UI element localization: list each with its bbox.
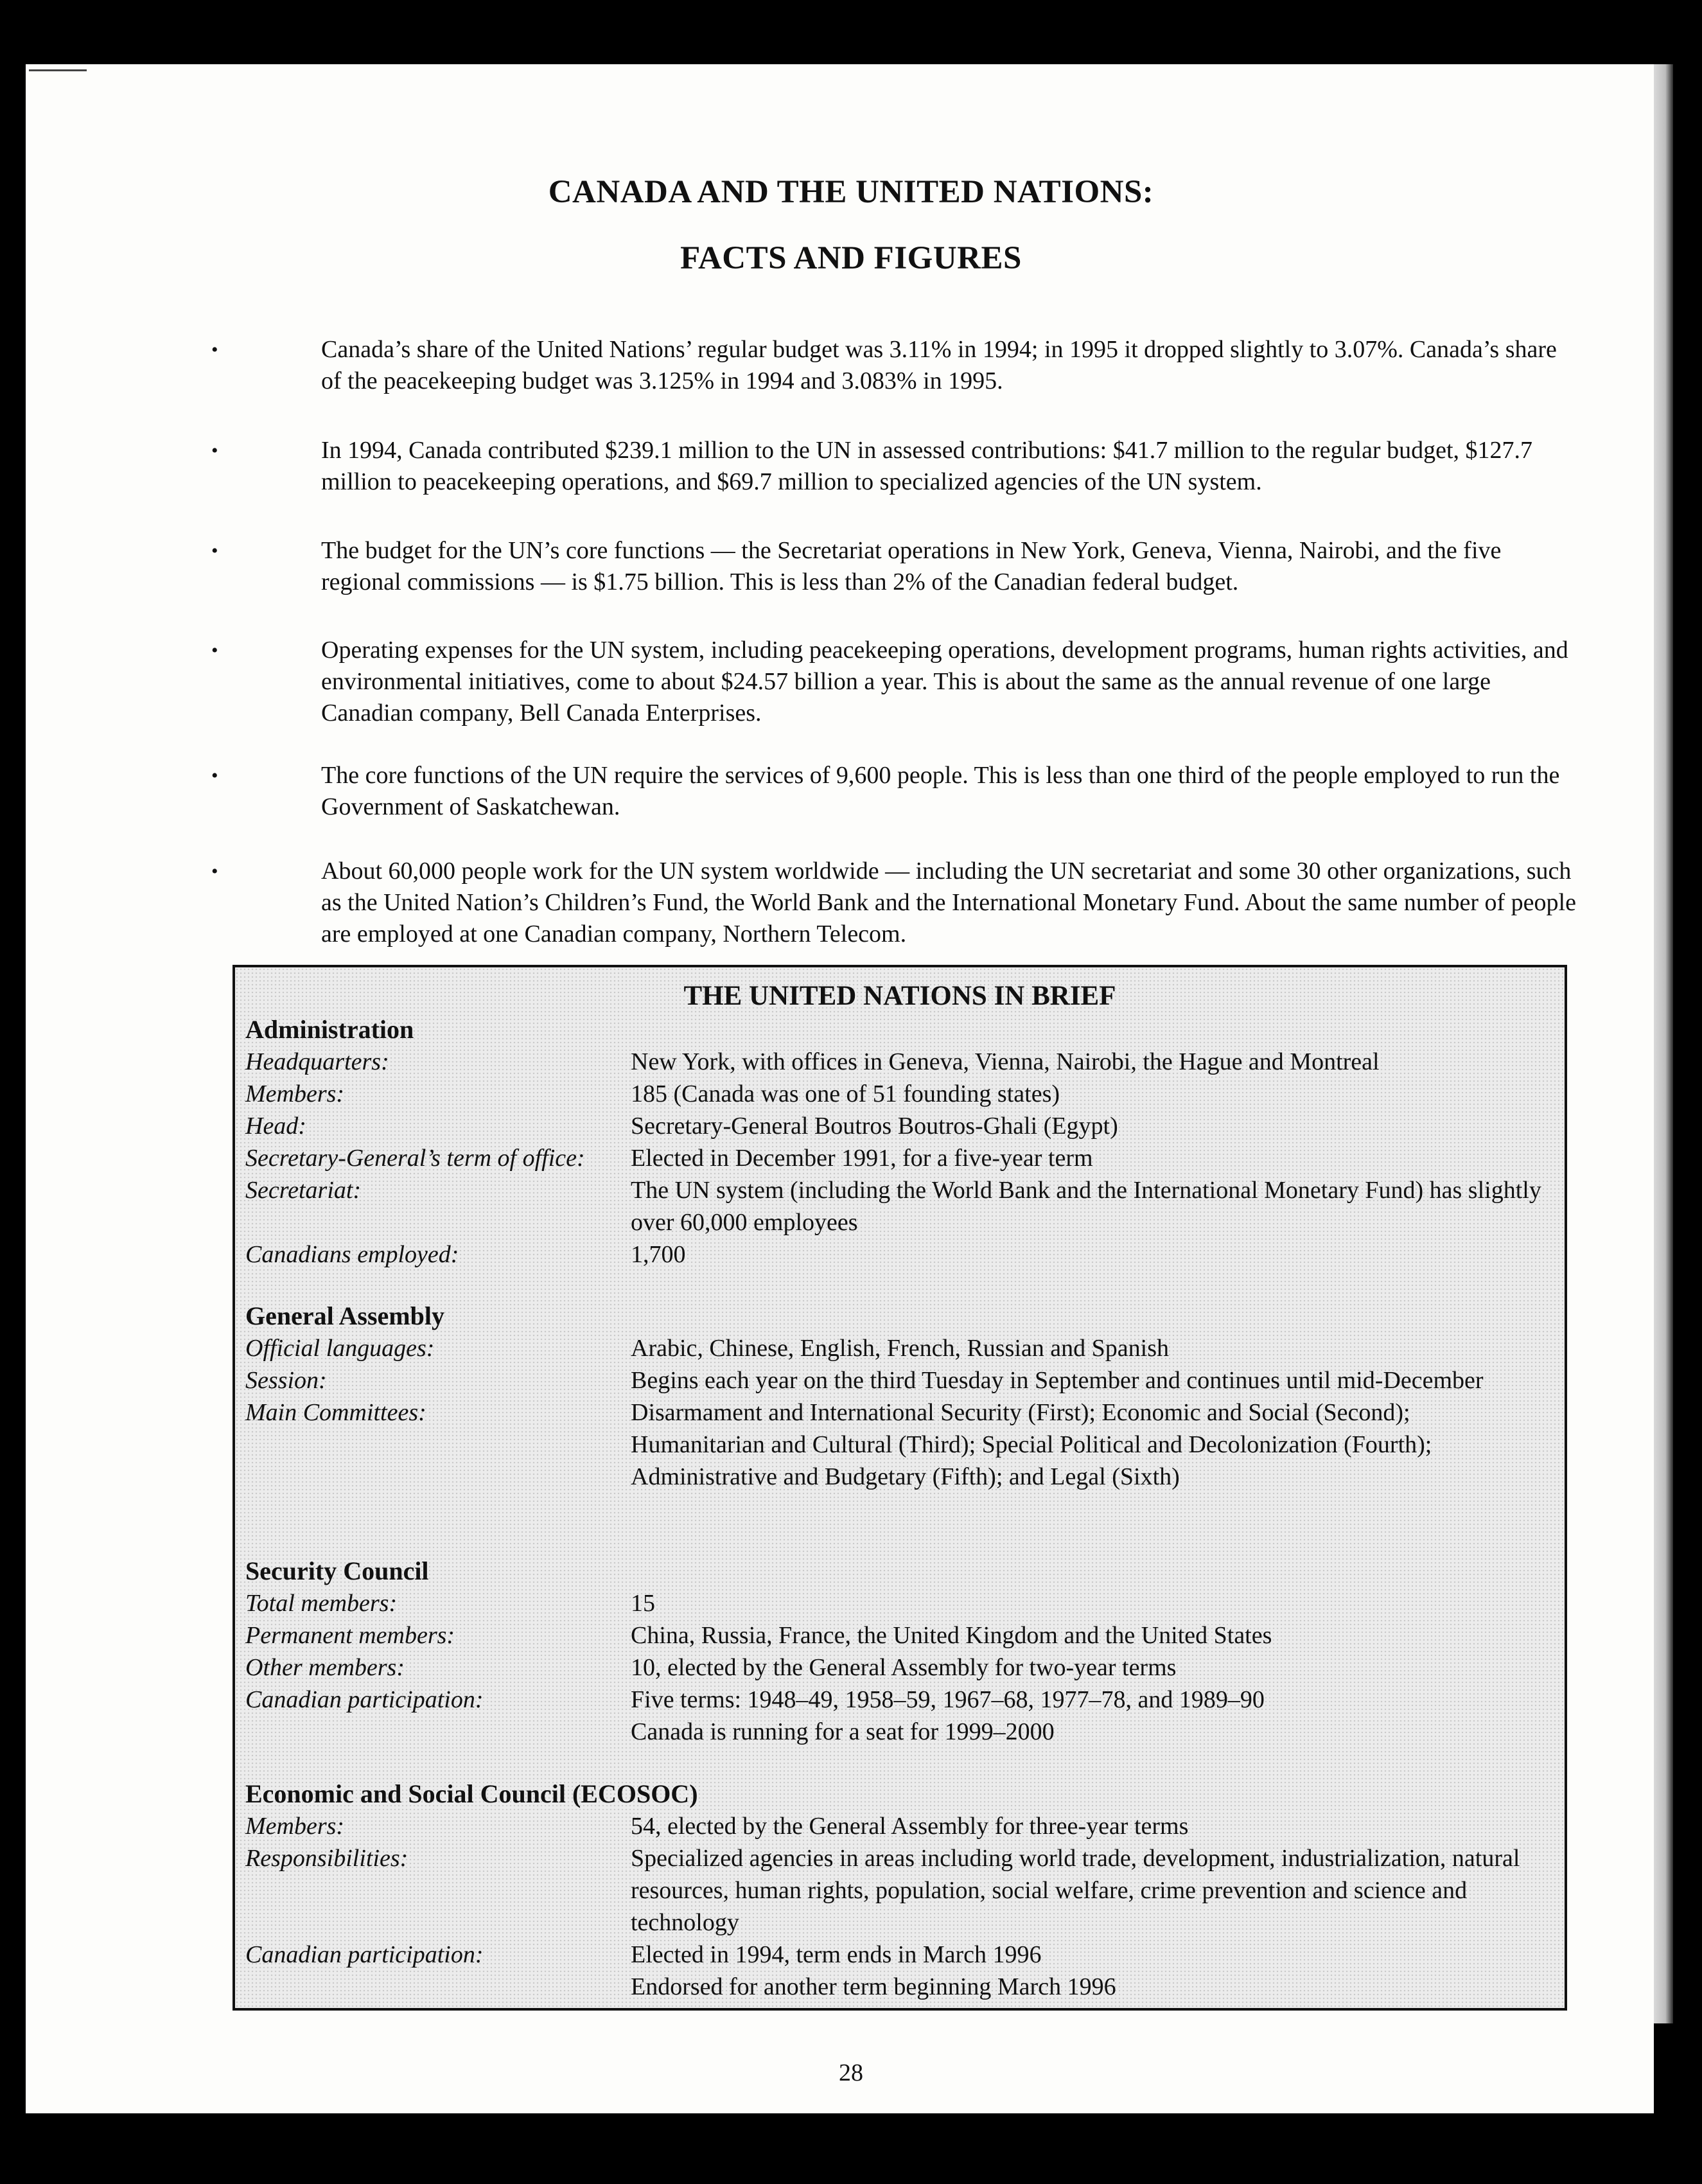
row-label: Canadians employed: [245,1241,459,1268]
row-value: 1,700 [631,1241,686,1268]
info-row [241,1587,1552,1619]
info-row [241,1651,1552,1684]
info-row [241,1716,1552,1748]
page-title: CANADA AND THE UNITED NATIONS: [548,174,1154,210]
info-row [241,1810,1552,1842]
row-value: The UN system (including the World Bank and the International Monetary Fund) has slightly over 60,000 employees [631,1177,1541,1236]
row-value: China, Russia, France, the United Kingdom and the United States [631,1622,1272,1649]
scan-mark [29,69,87,71]
list-item-text: Canada’s share of the United Nations’ regular budget was 3.11% in 1994; in 1995 it dropped slightly to 3.07%. Canada’s share of the peacekeeping budget was 3.125% in 1994 and 3.083% in 1995. [321,336,1557,394]
row-value: 54, elected by the General Assembly for three-year terms [631,1813,1189,1840]
row-label: Responsibilities: [245,1845,408,1872]
info-row [241,1110,1552,1142]
info-row [241,1046,1552,1078]
page-subtitle: FACTS AND FIGURES [680,240,1022,276]
page-edge-shadow [1654,64,1673,2023]
section-general-assembly [241,1300,1552,1493]
row-label: Session: [245,1367,327,1394]
row-label: Total members: [245,1590,398,1617]
row-value: Endorsed for another term beginning March 1996 [631,1973,1116,2000]
section-heading: Administration [245,1015,414,1044]
info-row [241,1238,1552,1271]
section-heading: Security Council [245,1556,429,1585]
row-value: Begins each year on the third Tuesday in September and continues until mid-December [631,1367,1484,1394]
row-value: Arabic, Chinese, English, French, Russian and Spanish [631,1335,1170,1362]
info-row [241,1332,1552,1364]
row-label: Headquarters: [245,1048,389,1075]
bullet-icon: • [211,540,218,561]
info-row [241,1142,1552,1174]
list-item-text: About 60,000 people work for the UN system worldwide — including the UN secretariat and some 30 other organizations, such as the United Nation’s Children’s Fund, the World Bank and the International Monetary Fund. About the same number of people are employed at one Canadian company, Northern Telecom. [321,858,1576,947]
bullet-icon: • [211,440,218,461]
row-label: Canadian participation: [245,1686,484,1713]
brief-title: THE UNITED NATIONS IN BRIEF [683,981,1116,1011]
row-label [245,1971,631,2003]
row-value: New York, with offices in Geneva, Vienna, Nairobi, the Hague and Montreal [631,1048,1380,1075]
row-value: 15 [631,1590,655,1617]
row-label: Secretary-General’s term of office: [245,1145,585,1172]
section-heading: Economic and Social Council (ECOSOC) [245,1779,698,1808]
row-value: Canada is running for a seat for 1999–2000 [631,1718,1055,1745]
info-row [241,1174,1552,1238]
row-value: Secretary-General Boutros Boutros-Ghali (Egypt) [631,1113,1118,1140]
list-item-text: The core functions of the UN require the services of 9,600 people. This is less than one third of the people employed to run the Government of Saskatchewan. [321,762,1560,820]
info-row [241,1684,1552,1716]
info-row [241,1619,1552,1651]
list-item-text: The budget for the UN’s core functions — the Secretariat operations in New York, Geneva, Vienna, Nairobi, and the five regional commissions — is $1.75 billion. This is less than 2% of the Canadian federal budget. [321,537,1502,595]
row-label: Members: [245,1813,345,1840]
row-value: Specialized agencies in areas including world trade, development, industrialization, natural resources, human rights, population, social welfare, crime prevention and science and technology [631,1845,1520,1936]
list-item-text: In 1994, Canada contributed $239.1 million to the UN in assessed contributions: $41.7 million to the regular budget, $127.7 million to peacekeeping operations, and $69.7 million to specialized agencies of the UN system. [321,437,1533,495]
row-label: Main Committees: [245,1399,426,1426]
info-row [241,1842,1552,1939]
page-number: 28 [839,2059,863,2086]
info-row [241,1939,1552,1971]
row-label: Canadian participation: [245,1941,484,1968]
row-label: Head: [245,1113,306,1140]
row-value: Elected in 1994, term ends in March 1996 [631,1941,1042,1968]
row-label: Secretariat: [245,1177,362,1204]
row-value: Disarmament and International Security (First); Economic and Social (Second); Humanitarian and Cultural (Third); Special Political and Decolonization (Fourth); Administrative and Budgetary (Fifth); and Legal (Sixth) [631,1399,1432,1490]
row-label: Permanent members: [245,1622,455,1649]
info-row [241,1971,1552,2003]
row-value: 185 (Canada was one of 51 founding states) [631,1080,1060,1107]
section-ecosoc [241,1778,1552,2003]
info-row [241,1364,1552,1396]
bullet-icon: • [211,861,218,882]
bullet-icon: • [211,765,218,786]
section-heading: General Assembly [245,1301,444,1330]
row-value: Elected in December 1991, for a five-year term [631,1145,1093,1172]
section-administration [241,1014,1552,1271]
row-label: Members: [245,1080,345,1107]
row-value: Five terms: 1948–49, 1958–59, 1967–68, 1977–78, and 1989–90 [631,1686,1265,1713]
info-row [241,1078,1552,1110]
bullet-icon: • [211,339,218,360]
info-row [241,1396,1552,1493]
row-label: Other members: [245,1654,405,1681]
bullet-icon: • [211,640,218,661]
un-in-brief-box [232,965,1567,2011]
row-value: 10, elected by the General Assembly for two-year terms [631,1654,1177,1681]
row-label [245,1716,631,1748]
list-item-text: Operating expenses for the UN system, including peacekeeping operations, development programs, human rights activities, and environmental initiatives, come to about $24.57 billion a year. This is about the same as the annual revenue of one large Canadian company, Bell Canada Enterprises. [321,637,1568,727]
section-security-council [241,1555,1552,1748]
row-label: Official languages: [245,1335,435,1362]
